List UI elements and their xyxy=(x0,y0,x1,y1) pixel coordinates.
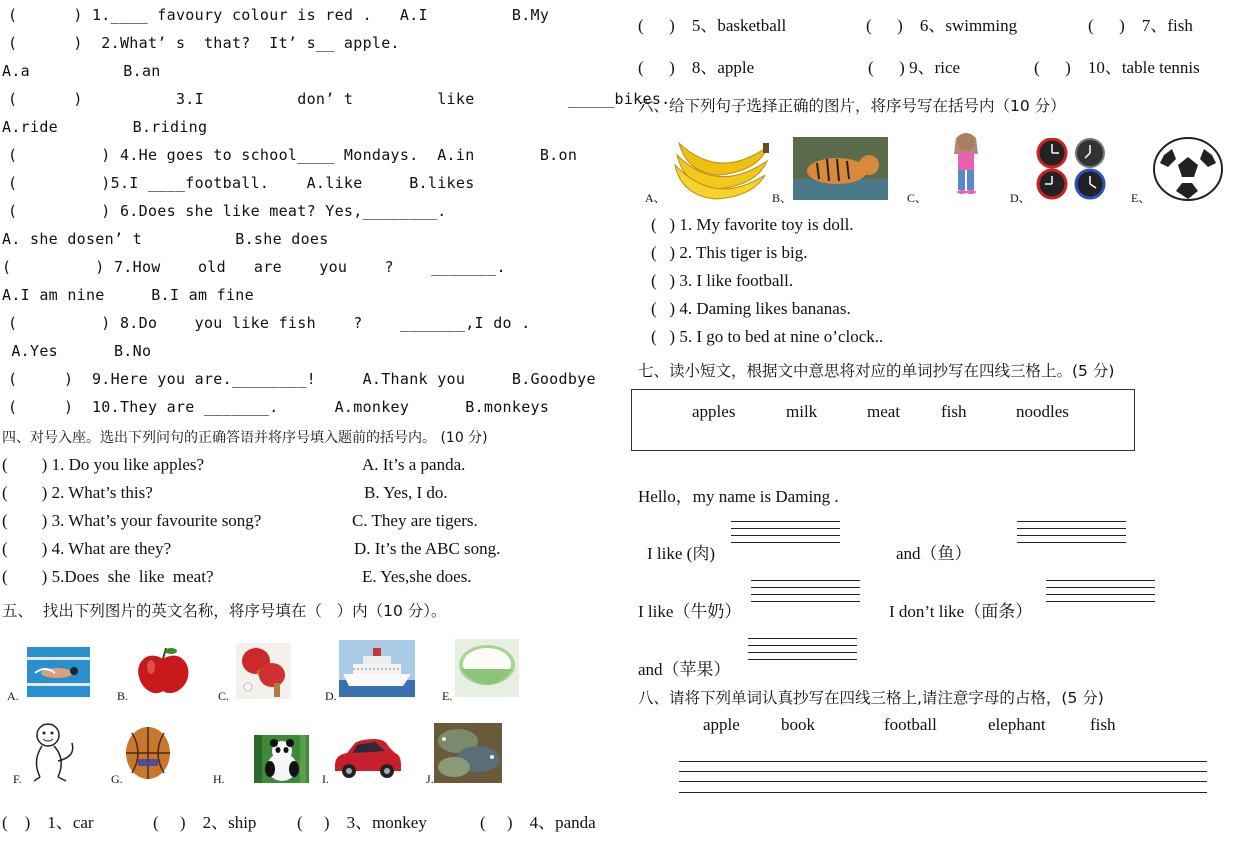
sec5-label-f: F. xyxy=(13,772,22,786)
sec4-answer-d: D. It’s the ABC song. xyxy=(354,539,501,558)
section-7-title: 七、读小短文，根据文中意思将对应的单词抄写在四线三格上。(5 分) xyxy=(638,362,1115,380)
sec4-answer-c: C. They are tigers. xyxy=(352,511,478,530)
mcq-line-13: A.Yes B.No xyxy=(2,342,152,360)
writing-lines-fish xyxy=(1017,521,1126,549)
sec6-label-b: B、 xyxy=(772,191,793,205)
copy-word-apple: apple xyxy=(703,715,740,734)
sec5-label-b: B. xyxy=(117,689,129,703)
sec4-question-4: ( ) 4. What are they? xyxy=(2,539,172,558)
copy-line-3 xyxy=(679,781,1207,782)
blank-label-fish: and（鱼） xyxy=(896,544,972,563)
sec6-item-1: ( ) 1. My favorite toy is doll. xyxy=(651,215,854,234)
sec6-item-2: ( ) 2. This tiger is big. xyxy=(651,243,808,262)
section-6-title: 六、给下列句子选择正确的图片，将序号写在括号内（10 分） xyxy=(638,97,1066,115)
sec5-word-9: ( ) 9、rice xyxy=(868,58,961,77)
sec5-word-8: ( ) 8、apple xyxy=(638,58,755,77)
copy-line-2 xyxy=(679,771,1207,772)
mcq-line-1: ( ) 1.____ favoury colour is red . A.I B.My xyxy=(8,6,550,24)
mcq-line-5: A.ride B.riding xyxy=(2,118,208,136)
sec5-word-2: ( ) 2、ship xyxy=(153,813,257,832)
rice-bowl-picture xyxy=(455,639,519,697)
mcq-line-12: ( ) 8.Do you like fish ? _______,I do . xyxy=(8,314,531,332)
sec5-word-1: ( ) 1、car xyxy=(2,813,94,832)
mcq-line-9: A. she dosen’ t B.she does xyxy=(2,230,329,248)
sec6-item-4: ( ) 4. Daming likes bananas. xyxy=(651,299,851,318)
mcq-line-2: ( ) 2.What’ s that? It’ s__ apple. xyxy=(8,34,400,52)
writing-lines-apples xyxy=(748,638,857,666)
word-bank-milk: milk xyxy=(786,402,818,421)
swimmer-picture xyxy=(27,647,90,697)
monkey-picture xyxy=(22,721,78,783)
sec4-question-1: ( ) 1. Do you like apples? xyxy=(2,455,205,474)
copy-line-4 xyxy=(679,792,1207,793)
sec5-label-c: C. xyxy=(218,689,230,703)
blank-label-noodles: I don’t like（面条） xyxy=(889,602,1033,621)
sec5-word-4: ( ) 4、panda xyxy=(480,813,596,832)
sec5-word-10: ( ) 10、table tennis xyxy=(1034,58,1200,77)
sec6-label-d: D、 xyxy=(1010,191,1031,205)
section-5-title: 五、 找出下列图片的英文名称，将序号填在（ ）内（10 分）。 xyxy=(2,602,447,620)
word-bank-meat: meat xyxy=(867,402,901,421)
mcq-line-8: ( ) 6.Does she like meat? Yes,________. xyxy=(8,202,447,220)
mcq-line-4: ( ) 3.I don’ t like _____bikes. xyxy=(8,90,671,108)
sec6-item-3: ( ) 3. I like football. xyxy=(651,271,794,290)
sec5-label-h: H. xyxy=(213,772,225,786)
writing-lines-noodles xyxy=(1046,580,1155,608)
panda-picture xyxy=(254,735,309,783)
copy-word-football: football xyxy=(884,715,937,734)
sec6-label-e: E、 xyxy=(1131,191,1151,205)
word-bank-noodles: noodles xyxy=(1016,402,1069,421)
sec5-word-7: ( ) 7、fish xyxy=(1088,16,1193,35)
passage-intro: Hello，my name is Daming . xyxy=(638,487,839,506)
football-picture xyxy=(1152,137,1224,202)
mcq-line-6: ( ) 4.He goes to school____ Mondays. A.in B.on xyxy=(8,146,578,164)
blank-label-apples: and（苹果） xyxy=(638,660,731,679)
sec5-label-d: D. xyxy=(325,689,337,703)
sec4-answer-e: E. Yes,she does. xyxy=(362,567,472,586)
sec4-answer-b: B. Yes, I do. xyxy=(364,483,448,502)
tiger-picture xyxy=(793,137,888,200)
sec4-question-5: ( ) 5.Does she like meat? xyxy=(2,567,214,586)
sec6-label-a: A、 xyxy=(645,191,666,205)
mcq-line-14: ( ) 9.Here you are.________! A.Thank you B.Goodbye xyxy=(8,370,596,388)
sec4-question-2: ( ) 2. What’s this? xyxy=(2,483,153,502)
mcq-line-11: A.I am nine B.I am fine xyxy=(2,286,254,304)
mcq-line-7: ( )5.I ____football. A.like B.likes xyxy=(8,174,475,192)
sec5-word-5: ( ) 5、basketball xyxy=(638,16,787,35)
word-bank-apples: apples xyxy=(692,402,736,421)
sec4-question-3: ( ) 3. What’s your favourite song? xyxy=(2,511,262,530)
mcq-line-3: A.a B.an xyxy=(2,62,161,80)
copy-word-book: book xyxy=(781,715,815,734)
clocks-picture xyxy=(1033,138,1111,200)
mcq-line-10: ( ) 7.How old are you ? _______. xyxy=(2,258,506,276)
bananas-picture xyxy=(667,135,771,201)
doll-picture xyxy=(934,130,998,198)
sec5-word-3: ( ) 3、monkey xyxy=(297,813,427,832)
blank-label-meat: I like (肉) xyxy=(647,544,715,563)
copy-line-1 xyxy=(679,761,1207,762)
sec5-label-a: A. xyxy=(7,689,19,703)
basketball-picture xyxy=(124,725,172,781)
mcq-line-15: ( ) 10.They are _______. A.monkey B.monkeys xyxy=(8,398,550,416)
sec5-label-j: J. xyxy=(426,772,434,786)
apple-picture xyxy=(133,645,193,697)
sec5-label-i: I. xyxy=(322,772,329,786)
table-tennis-picture xyxy=(236,643,291,699)
sec6-label-c: C、 xyxy=(907,191,928,205)
writing-lines-meat xyxy=(731,521,840,549)
sec5-label-g: G. xyxy=(111,772,123,786)
car-picture xyxy=(331,733,402,781)
writing-lines-milk xyxy=(751,580,860,608)
copy-word-fish: fish xyxy=(1090,715,1116,734)
sec5-label-e: E. xyxy=(442,689,453,703)
sec4-answer-a: A. It’s a panda. xyxy=(362,455,466,474)
sec5-word-6: ( ) 6、swimming xyxy=(866,16,1018,35)
section-8-title: 八、请将下列单词认真抄写在四线三格上,请注意字母的占格，(5 分) xyxy=(638,689,1104,707)
word-bank-fish: fish xyxy=(941,402,967,421)
fish-picture xyxy=(434,723,502,783)
sec6-item-5: ( ) 5. I go to bed at nine o’clock.. xyxy=(651,327,884,346)
copy-word-elephant: elephant xyxy=(988,715,1046,734)
section-4-title: 四、对号入座。选出下列问句的正确答语并将序号填入题前的括号内。 (10 分) xyxy=(2,430,488,446)
blank-label-milk: I like（牛奶） xyxy=(638,602,742,621)
ship-picture xyxy=(339,640,415,697)
